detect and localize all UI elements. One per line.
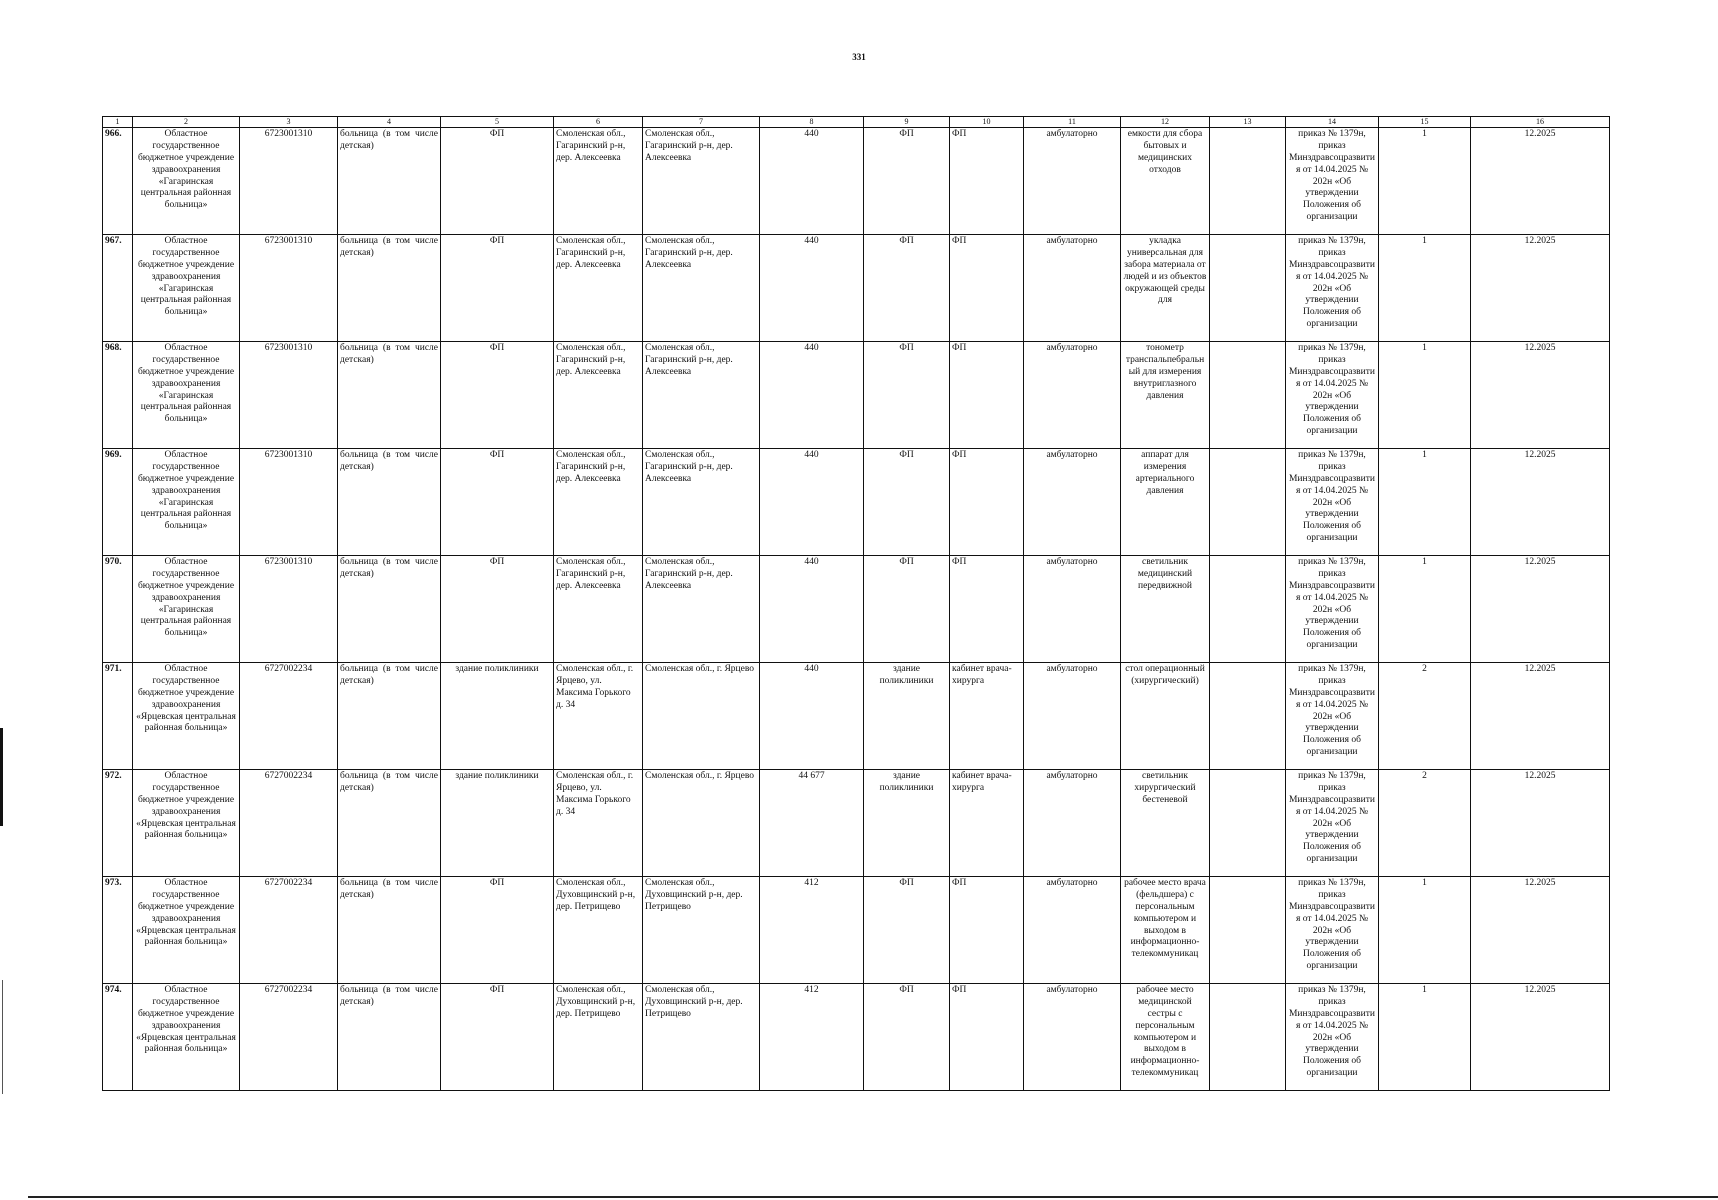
cell-org: Областное государственное бюджетное учреждение здравоохранения «Гагаринская центральная районная больница» <box>133 128 240 235</box>
column-header: 10 <box>950 117 1024 128</box>
column-header: 14 <box>1286 117 1379 128</box>
cell-n: 967. <box>103 235 133 342</box>
table-row <box>103 556 1610 663</box>
cell-building: ФП <box>441 877 554 984</box>
cell-mode: амбулаторно <box>1024 235 1121 342</box>
cell-order: приказ № 1379н, приказ Минздравсоцразвития от 14.04.2025 № 202н «Об утверждении Положения об организации <box>1286 128 1379 235</box>
cell-building: здание поликлиники <box>441 663 554 770</box>
cell-org: Областное государственное бюджетное учреждение здравоохранения «Гагаринская центральная районная больница» <box>133 449 240 556</box>
cell-locality: Смоленская обл., г. Ярцево <box>643 770 760 877</box>
cell-room: ФП <box>950 128 1024 235</box>
cell-address: Смоленская обл., Гагаринский р-н, дер. Алексеевка <box>554 128 643 235</box>
cell-org: Областное государственное бюджетное учреждение здравоохранения «Ярцевская центральная районная больница» <box>133 770 240 877</box>
cell-n: 973. <box>103 877 133 984</box>
cell-code: 440 <box>760 663 864 770</box>
cell-inn: 6727002234 <box>240 663 338 770</box>
cell-building: ФП <box>441 556 554 663</box>
column-header: 5 <box>441 117 554 128</box>
cell-qty: 1 <box>1379 128 1471 235</box>
cell-org: Областное государственное бюджетное учреждение здравоохранения «Ярцевская центральная районная больница» <box>133 984 240 1091</box>
cell-mode: амбулаторно <box>1024 984 1121 1091</box>
cell-room: кабинет врача-хирурга <box>950 770 1024 877</box>
cell-type: больница (в том числе детская) <box>338 877 441 984</box>
cell-type: больница (в том числе детская) <box>338 128 441 235</box>
cell-building: здание поликлиники <box>441 770 554 877</box>
cell-inn: 6727002234 <box>240 984 338 1091</box>
cell-equipment: тонометр транспальпебральный для измерения внутриглазного давления <box>1121 342 1210 449</box>
cell-code: 440 <box>760 128 864 235</box>
cell-qty: 2 <box>1379 663 1471 770</box>
cell-address: Смоленская обл., Гагаринский р-н, дер. Алексеевка <box>554 556 643 663</box>
cell-address: Смоленская обл., г. Ярцево, ул. Максима Горького д. 34 <box>554 663 643 770</box>
cell-qty: 1 <box>1379 984 1471 1091</box>
cell-qty: 2 <box>1379 770 1471 877</box>
table-row <box>103 235 1610 342</box>
cell-inn: 6723001310 <box>240 556 338 663</box>
cell-type: больница (в том числе детская) <box>338 342 441 449</box>
table-body <box>103 128 1610 1091</box>
cell-n: 970. <box>103 556 133 663</box>
cell-order: приказ № 1379н, приказ Минздравсоцразвития от 14.04.2025 № 202н «Об утверждении Положения об организации <box>1286 556 1379 663</box>
cell-date: 12.2025 <box>1471 877 1610 984</box>
cell-room: ФП <box>950 556 1024 663</box>
cell-n: 968. <box>103 342 133 449</box>
cell-c13 <box>1210 235 1286 342</box>
cell-order: приказ № 1379н, приказ Минздравсоцразвития от 14.04.2025 № 202н «Об утверждении Положения об организации <box>1286 984 1379 1091</box>
cell-locality: Смоленская обл., г. Ярцево <box>643 663 760 770</box>
cell-c13 <box>1210 663 1286 770</box>
equipment-table <box>102 116 1610 1091</box>
cell-locality: Смоленская обл., Гагаринский р-н, дер. Алексеевка <box>643 449 760 556</box>
cell-inn: 6727002234 <box>240 770 338 877</box>
cell-equipment: светильник медицинский передвижной <box>1121 556 1210 663</box>
cell-unit: ФП <box>864 342 950 449</box>
cell-qty: 1 <box>1379 235 1471 342</box>
column-header: 2 <box>133 117 240 128</box>
cell-address: Смоленская обл., Гагаринский р-н, дер. Алексеевка <box>554 235 643 342</box>
cell-code: 412 <box>760 877 864 984</box>
cell-order: приказ № 1379н, приказ Минздравсоцразвития от 14.04.2025 № 202н «Об утверждении Положения об организации <box>1286 235 1379 342</box>
cell-date: 12.2025 <box>1471 984 1610 1091</box>
cell-code: 440 <box>760 449 864 556</box>
cell-room: ФП <box>950 877 1024 984</box>
cell-n: 974. <box>103 984 133 1091</box>
cell-mode: амбулаторно <box>1024 663 1121 770</box>
cell-building: ФП <box>441 984 554 1091</box>
cell-code: 440 <box>760 235 864 342</box>
cell-room: кабинет врача-хирурга <box>950 663 1024 770</box>
table-row <box>103 128 1610 235</box>
table-row <box>103 449 1610 556</box>
cell-mode: амбулаторно <box>1024 770 1121 877</box>
column-header: 1 <box>103 117 133 128</box>
cell-c13 <box>1210 556 1286 663</box>
cell-locality: Смоленская обл., Гагаринский р-н, дер. Алексеевка <box>643 235 760 342</box>
scan-mark-left <box>0 728 3 826</box>
cell-unit: ФП <box>864 556 950 663</box>
cell-inn: 6727002234 <box>240 877 338 984</box>
cell-address: Смоленская обл., Гагаринский р-н, дер. Алексеевка <box>554 342 643 449</box>
column-header: 3 <box>240 117 338 128</box>
cell-org: Областное государственное бюджетное учреждение здравоохранения «Гагаринская центральная районная больница» <box>133 235 240 342</box>
cell-mode: амбулаторно <box>1024 449 1121 556</box>
page-number: 331 <box>852 52 866 62</box>
column-header: 8 <box>760 117 864 128</box>
cell-c13 <box>1210 449 1286 556</box>
cell-org: Областное государственное бюджетное учреждение здравоохранения «Гагаринская центральная районная больница» <box>133 556 240 663</box>
cell-address: Смоленская обл., Духовщинский р-н, дер. Петрищево <box>554 877 643 984</box>
column-header: 15 <box>1379 117 1471 128</box>
cell-inn: 6723001310 <box>240 235 338 342</box>
cell-room: ФП <box>950 984 1024 1091</box>
cell-type: больница (в том числе детская) <box>338 556 441 663</box>
cell-unit: ФП <box>864 877 950 984</box>
cell-unit: здание поликлиники <box>864 770 950 877</box>
cell-code: 44 677 <box>760 770 864 877</box>
cell-address: Смоленская обл., Гагаринский р-н, дер. Алексеевка <box>554 449 643 556</box>
cell-mode: амбулаторно <box>1024 342 1121 449</box>
cell-code: 440 <box>760 342 864 449</box>
column-header: 9 <box>864 117 950 128</box>
cell-n: 969. <box>103 449 133 556</box>
cell-order: приказ № 1379н, приказ Минздравсоцразвития от 14.04.2025 № 202н «Об утверждении Положения об организации <box>1286 663 1379 770</box>
cell-type: больница (в том числе детская) <box>338 770 441 877</box>
table-row <box>103 663 1610 770</box>
cell-equipment: стол операционный (хирургический) <box>1121 663 1210 770</box>
column-header: 6 <box>554 117 643 128</box>
cell-date: 12.2025 <box>1471 556 1610 663</box>
cell-n: 966. <box>103 128 133 235</box>
table-row <box>103 984 1610 1091</box>
cell-unit: ФП <box>864 235 950 342</box>
cell-date: 12.2025 <box>1471 770 1610 877</box>
cell-room: ФП <box>950 342 1024 449</box>
cell-code: 440 <box>760 556 864 663</box>
cell-inn: 6723001310 <box>240 342 338 449</box>
cell-unit: ФП <box>864 449 950 556</box>
cell-equipment: светильник хирургический бестеневой <box>1121 770 1210 877</box>
column-header: 4 <box>338 117 441 128</box>
cell-c13 <box>1210 770 1286 877</box>
cell-qty: 1 <box>1379 877 1471 984</box>
cell-order: приказ № 1379н, приказ Минздравсоцразвития от 14.04.2025 № 202н «Об утверждении Положения об организации <box>1286 449 1379 556</box>
cell-order: приказ № 1379н, приказ Минздравсоцразвития от 14.04.2025 № 202н «Об утверждении Положения об организации <box>1286 877 1379 984</box>
cell-locality: Смоленская обл., Духовщинский р-н, дер. Петрищево <box>643 984 760 1091</box>
cell-building: ФП <box>441 449 554 556</box>
cell-c13 <box>1210 984 1286 1091</box>
cell-date: 12.2025 <box>1471 342 1610 449</box>
cell-org: Областное государственное бюджетное учреждение здравоохранения «Ярцевская центральная районная больница» <box>133 663 240 770</box>
column-header: 13 <box>1210 117 1286 128</box>
column-header: 16 <box>1471 117 1610 128</box>
cell-org: Областное государственное бюджетное учреждение здравоохранения «Ярцевская центральная районная больница» <box>133 877 240 984</box>
table-row <box>103 877 1610 984</box>
cell-locality: Смоленская обл., Духовщинский р-н, дер. Петрищево <box>643 877 760 984</box>
cell-n: 971. <box>103 663 133 770</box>
cell-building: ФП <box>441 128 554 235</box>
cell-equipment: укладка универсальная для забора материала от людей и из объектов окружающей среды для <box>1121 235 1210 342</box>
cell-locality: Смоленская обл., Гагаринский р-н, дер. Алексеевка <box>643 342 760 449</box>
cell-room: ФП <box>950 235 1024 342</box>
cell-date: 12.2025 <box>1471 663 1610 770</box>
table-row <box>103 770 1610 877</box>
cell-address: Смоленская обл., Духовщинский р-н, дер. Петрищево <box>554 984 643 1091</box>
cell-building: ФП <box>441 235 554 342</box>
cell-c13 <box>1210 128 1286 235</box>
cell-n: 972. <box>103 770 133 877</box>
cell-equipment: аппарат для измерения артериального давления <box>1121 449 1210 556</box>
cell-unit: ФП <box>864 984 950 1091</box>
cell-c13 <box>1210 877 1286 984</box>
cell-mode: амбулаторно <box>1024 877 1121 984</box>
scan-mark-left-dash <box>2 980 3 1094</box>
cell-date: 12.2025 <box>1471 128 1610 235</box>
cell-address: Смоленская обл., г. Ярцево, ул. Максима Горького д. 34 <box>554 770 643 877</box>
cell-type: больница (в том числе детская) <box>338 235 441 342</box>
cell-unit: ФП <box>864 128 950 235</box>
cell-equipment: рабочее место медицинской сестры с персональным компьютером и выходом в информационно-телекоммуникац <box>1121 984 1210 1091</box>
cell-building: ФП <box>441 342 554 449</box>
cell-equipment: емкости для сбора бытовых и медицинских отходов <box>1121 128 1210 235</box>
cell-date: 12.2025 <box>1471 235 1610 342</box>
cell-locality: Смоленская обл., Гагаринский р-н, дер. Алексеевка <box>643 128 760 235</box>
cell-type: больница (в том числе детская) <box>338 449 441 556</box>
column-header: 11 <box>1024 117 1121 128</box>
cell-type: больница (в том числе детская) <box>338 663 441 770</box>
cell-qty: 1 <box>1379 449 1471 556</box>
cell-mode: амбулаторно <box>1024 128 1121 235</box>
cell-mode: амбулаторно <box>1024 556 1121 663</box>
cell-c13 <box>1210 342 1286 449</box>
header-row <box>103 117 1610 128</box>
table-row <box>103 342 1610 449</box>
cell-qty: 1 <box>1379 556 1471 663</box>
cell-order: приказ № 1379н, приказ Минздравсоцразвития от 14.04.2025 № 202н «Об утверждении Положения об организации <box>1286 342 1379 449</box>
cell-locality: Смоленская обл., Гагаринский р-н, дер. Алексеевка <box>643 556 760 663</box>
cell-room: ФП <box>950 449 1024 556</box>
bottom-rule <box>28 1196 1718 1198</box>
cell-order: приказ № 1379н, приказ Минздравсоцразвития от 14.04.2025 № 202н «Об утверждении Положения об организации <box>1286 770 1379 877</box>
cell-inn: 6723001310 <box>240 449 338 556</box>
column-header: 12 <box>1121 117 1210 128</box>
column-header: 7 <box>643 117 760 128</box>
cell-equipment: рабочее место врача (фельдшера) с персональным компьютером и выходом в информационно-телекоммуникац <box>1121 877 1210 984</box>
cell-type: больница (в том числе детская) <box>338 984 441 1091</box>
cell-code: 412 <box>760 984 864 1091</box>
cell-org: Областное государственное бюджетное учреждение здравоохранения «Гагаринская центральная районная больница» <box>133 342 240 449</box>
cell-unit: здание поликлиники <box>864 663 950 770</box>
cell-date: 12.2025 <box>1471 449 1610 556</box>
cell-inn: 6723001310 <box>240 128 338 235</box>
cell-qty: 1 <box>1379 342 1471 449</box>
